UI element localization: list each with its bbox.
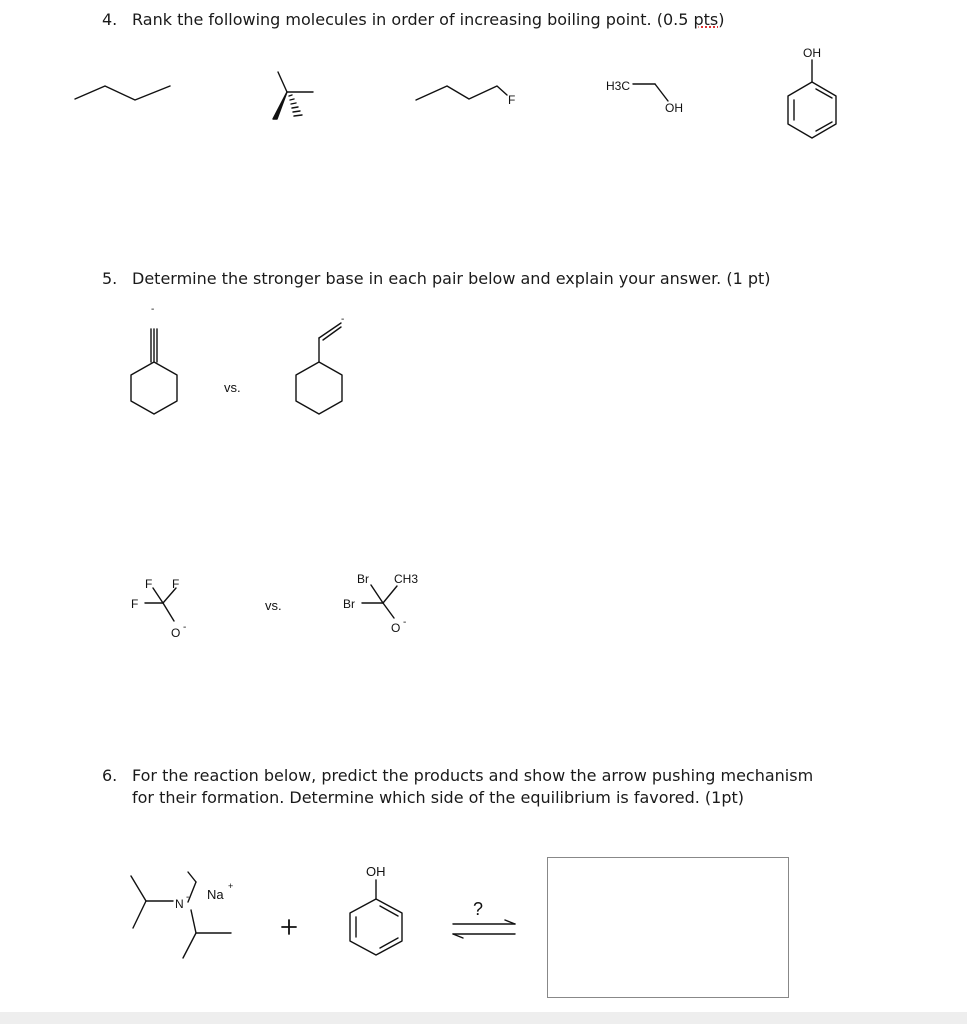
- question-4-close: ): [718, 10, 725, 29]
- vs-label-pair1: vs.: [224, 380, 241, 395]
- br-left: Br: [343, 597, 355, 611]
- equilibrium-arrows: [453, 920, 515, 938]
- question-6-number: 6.: [102, 766, 118, 785]
- question-6-line1: For the reaction below, predict the products and show the arrow pushing mechanism: [132, 766, 814, 785]
- vinyl-charge: -: [341, 314, 345, 325]
- nitrogen-label: N: [175, 897, 184, 911]
- o-left: O: [171, 626, 181, 640]
- sodium-charge: +: [228, 881, 234, 891]
- question-4-pts: pts: [693, 10, 719, 29]
- f-top-left: F: [145, 577, 153, 591]
- h3c-label: H3C: [606, 79, 631, 93]
- question-4-number: 4.: [102, 10, 118, 29]
- trifluoromethoxide: [145, 588, 176, 621]
- ethanol-oh-label: OH: [665, 101, 683, 115]
- bottom-strip: [0, 1012, 967, 1024]
- question-4-text: Rank the following molecules in order of increasing boiling point. (0.5: [132, 10, 694, 29]
- o-right-charge: -: [403, 617, 407, 628]
- fluoro-label: F: [508, 93, 516, 107]
- vs-label-pair2: vs.: [265, 598, 282, 613]
- answer-box[interactable]: [547, 857, 789, 998]
- question-6-line2: for their formation. Determine which side of the equilibrium is favored. (1pt): [132, 788, 744, 807]
- neopentane-structure: [273, 72, 313, 119]
- o-right: O: [391, 621, 401, 635]
- phenol-oh-label-q4: OH: [803, 46, 821, 60]
- butane-structure: [75, 86, 170, 100]
- fluorobutane-structure: [416, 86, 507, 100]
- dibromoethoxide: [362, 585, 397, 618]
- f-top-right: F: [172, 577, 180, 591]
- phenol-structure-q4: [788, 60, 836, 138]
- br-top: Br: [357, 572, 369, 586]
- question-5-number: 5.: [102, 269, 118, 288]
- question-mark: ?: [473, 899, 484, 919]
- lda-structure: [131, 872, 234, 958]
- nitrogen-charge: -: [186, 892, 190, 903]
- question-5-text: Determine the stronger base in each pair below and explain your answer. (1 pt): [132, 269, 771, 288]
- vinyl-cyclohexane: [296, 323, 342, 414]
- ethanol-structure: [633, 84, 668, 101]
- ch3-top: CH3: [394, 572, 419, 586]
- plus-sign: [282, 920, 296, 934]
- phenol-structure-q6: [350, 880, 402, 955]
- o-left-charge: -: [183, 622, 187, 633]
- alkyne-charge: -: [151, 304, 155, 315]
- alkynyl-cyclohexane: [131, 329, 177, 414]
- phenol-oh-label-q6: OH: [366, 864, 386, 879]
- sodium-label: Na: [207, 887, 224, 902]
- f-left: F: [131, 597, 139, 611]
